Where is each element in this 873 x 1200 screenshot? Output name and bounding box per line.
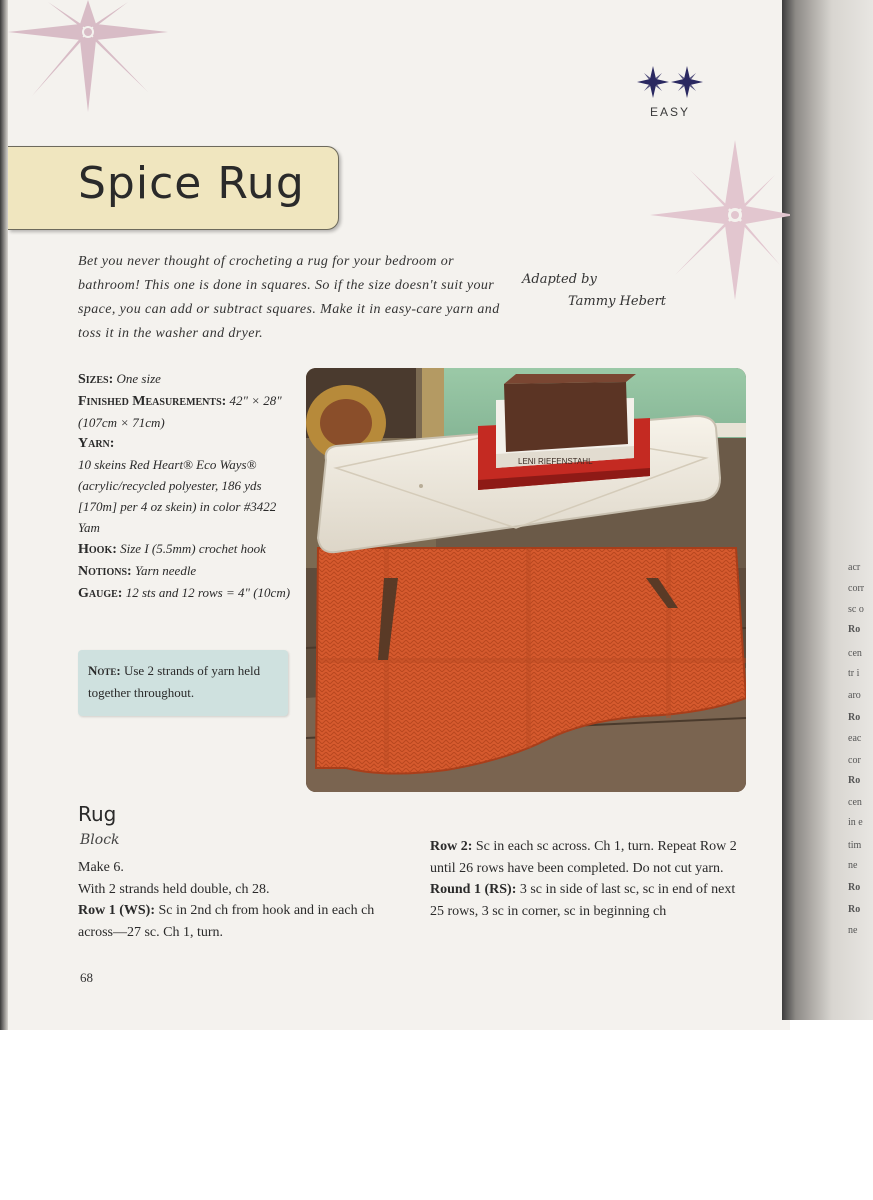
facing-page-fragment: aro: [848, 690, 861, 701]
facing-page-fragment: eac: [848, 733, 862, 744]
note-label: Note:: [88, 663, 121, 678]
facing-page-fragment: cen: [848, 648, 862, 659]
sizes-label: Sizes:: [78, 372, 114, 387]
measurements-label: Finished Measurements:: [78, 394, 227, 409]
facing-page-fragment: cor: [848, 755, 861, 766]
starting-chain: With 2 strands held double, ch 28.: [78, 881, 270, 897]
page-gutter-left: [0, 0, 8, 1030]
note-text: [88, 660, 282, 704]
facing-page-fragment: Ro: [848, 904, 861, 915]
sizes-spec: [78, 368, 298, 390]
facing-page-fragment: ne: [848, 860, 858, 871]
facing-page-fragment: acr: [848, 562, 861, 573]
yarn-spec: [78, 433, 298, 538]
measurements-spec: [78, 390, 298, 433]
facing-page-fragment: in e: [848, 817, 863, 828]
facing-page-fragment: Ro: [848, 775, 861, 786]
rug-photo: [306, 368, 746, 792]
note-box: [78, 650, 288, 716]
adapted-by-credit: [522, 272, 682, 309]
difficulty-rating: [632, 64, 708, 119]
intro-paragraph: Bet you never thought of crocheting a rug for your bedroom or bathroom! This one is done in squares. So if the size doesn't suit your space, you can add or subtract squares. Make it in easy-care yarn and toss it in the washer and dryer.: [78, 254, 500, 341]
note-body: Use 2 strands of yarn held together throughout.: [88, 663, 261, 700]
notions-spec: [78, 560, 298, 582]
pattern-specs: [78, 368, 298, 604]
row-1-text: Sc in 2nd ch from hook and in each ch across—27 sc. Ch 1, turn.: [78, 903, 375, 940]
page-title: Spice Rug: [78, 158, 305, 209]
adapted-by-label: Adapted by: [522, 272, 597, 287]
facing-page-fragment: Ro: [848, 882, 861, 893]
gauge-spec: [78, 582, 298, 604]
measurements-value: 42" × 28" (107cm × 71cm): [78, 393, 282, 430]
row-1-label: Row 1 (WS):: [78, 903, 155, 918]
book-spine-text: LENI RIEFENSTAHL: [518, 457, 593, 466]
sizes-value: One size: [116, 371, 161, 386]
difficulty-label: EASY: [649, 105, 690, 119]
facing-page-fragment: Ro: [848, 712, 861, 723]
bench-and-rug-image: [306, 368, 746, 792]
hook-value: Size I (5.5mm) crochet hook: [120, 541, 266, 556]
hook-label: Hook:: [78, 542, 117, 557]
row-1-instruction: [78, 900, 398, 943]
facing-page-fragment: corr: [848, 583, 865, 594]
section-heading: Rug: [78, 802, 117, 826]
double-star-icon: [635, 64, 705, 100]
section-subheading: Block: [80, 832, 120, 848]
facing-page: [782, 0, 873, 1020]
make-count: Make 6.: [78, 860, 124, 875]
yarn-value: 10 skeins Red Heart® Eco Ways® (acrylic/recycled polyester, 186 yds [170m] per 4 oz skein) in color #3422 Yam: [78, 457, 277, 535]
round-1-text: 3 sc in side of last sc, sc in end of next 25 rows, 3 sc in corner, sc in beginning ch: [430, 882, 736, 919]
facing-page-fragment: sc o: [848, 604, 864, 615]
facing-page-fragment: cen: [848, 797, 862, 808]
yarn-label: Yarn:: [78, 436, 115, 451]
decorative-flower-icon: [0, 0, 200, 120]
row-2-label: Row 2:: [430, 839, 473, 854]
round-1-instruction: [430, 879, 750, 922]
row-2-text: Sc in each sc across. Ch 1, turn. Repeat Row 2 until 26 rows have been completed. Do not cut yarn.: [430, 839, 737, 876]
page-number: 68: [80, 970, 93, 985]
facing-page-fragment: tim: [848, 840, 862, 851]
round-1-label: Round 1 (RS):: [430, 882, 517, 897]
facing-page-fragment: ne: [848, 925, 858, 936]
gauge-label: Gauge:: [78, 586, 123, 601]
facing-page-fragment: Ro: [848, 624, 861, 635]
instructions-left-column: [78, 857, 398, 943]
row-2-instruction: [430, 836, 750, 879]
notions-label: Notions:: [78, 564, 132, 579]
facing-page-fragment: tr i: [848, 668, 860, 679]
instructions-right-column: [430, 836, 750, 922]
gauge-value: 12 sts and 12 rows = 4" (10cm): [125, 585, 291, 600]
notions-value: Yarn needle: [134, 563, 197, 578]
hook-spec: [78, 538, 298, 560]
designer-name: Tammy Hebert: [568, 294, 667, 309]
